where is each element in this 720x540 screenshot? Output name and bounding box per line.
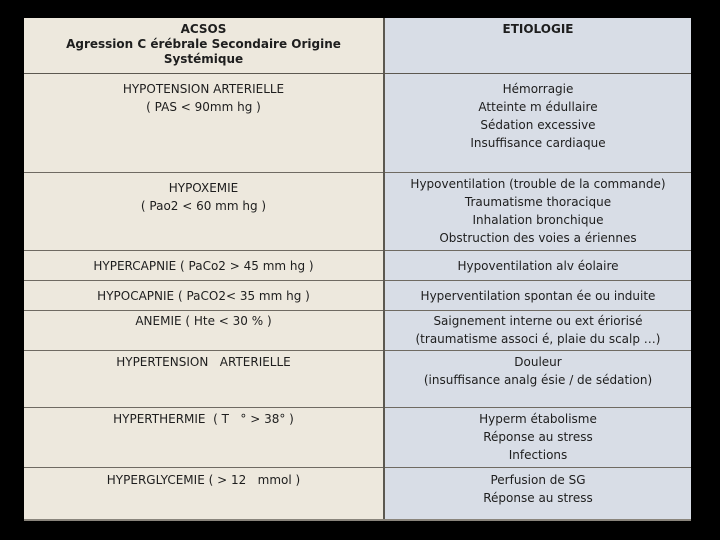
row-right-cell	[384, 250, 691, 280]
table-bottom-border	[24, 519, 691, 521]
row-right-cell	[384, 407, 691, 467]
row-right-line: Sédation excessive	[480, 117, 596, 132]
row-right-cell	[384, 467, 691, 521]
row-right-cell	[384, 310, 691, 350]
row-right-line: Hyperventilation spontan ée ou induite	[420, 288, 656, 303]
row-left-cell	[24, 350, 384, 407]
row-left-cell	[24, 280, 384, 310]
row-left-line: HYPOTENSION ARTERIELLE	[122, 81, 285, 96]
row-right-line: Atteinte m édullaire	[478, 99, 598, 114]
row-left-cell	[24, 467, 384, 521]
acsos-table	[24, 18, 691, 521]
row-left-line: HYPERTHERMIE ( T ° > 38° )	[113, 411, 294, 426]
table-row	[24, 73, 691, 172]
row-right-cell	[384, 73, 691, 172]
table-row	[24, 280, 691, 310]
row-left-cell	[24, 73, 384, 172]
row-left-line: ( Pao2 < 60 mm hg )	[140, 198, 267, 213]
row-right-line: (insuffisance analg ésie / de sédation)	[423, 372, 653, 387]
table-row	[24, 350, 691, 407]
row-right-line: Inhalation bronchique	[472, 212, 604, 227]
row-right-line: Hypoventilation alv éolaire	[457, 258, 619, 273]
header-left-subtitle-2: Systémique	[163, 52, 244, 66]
row-left-line: ( PAS < 90mm hg )	[146, 99, 261, 114]
table-row	[24, 407, 691, 467]
row-left-line: HYPOXEMIE	[168, 180, 239, 195]
row-left-line: HYPERGLYCEMIE ( > 12 mmol )	[106, 472, 301, 487]
header-right-title: ETIOLOGIE	[502, 22, 574, 36]
row-right-line: Obstruction des voies a ériennes	[439, 230, 637, 245]
row-left-cell	[24, 407, 384, 467]
row-left-line: HYPERTENSION ARTERIELLE	[116, 354, 291, 369]
row-right-line: Hypoventilation (trouble de la commande)	[410, 176, 666, 191]
table-row	[24, 172, 691, 250]
header-right-cell	[384, 18, 691, 73]
row-left-line: HYPERCAPNIE ( PaCo2 > 45 mm hg )	[93, 258, 314, 273]
row-right-line: Douleur	[514, 354, 562, 369]
table-row	[24, 310, 691, 350]
header-left-title: ACSOS	[180, 22, 227, 36]
row-right-line: Traumatisme thoracique	[464, 194, 612, 209]
row-right-line: Hyperm étabolisme	[479, 411, 597, 426]
header-row	[24, 18, 691, 73]
header-left-subtitle-1: Agression C érébrale Secondaire Origine	[66, 37, 341, 51]
row-right-line: Hémorragie	[502, 81, 574, 96]
row-left-line: ANEMIE ( Hte < 30 % )	[135, 313, 272, 328]
row-right-cell	[384, 350, 691, 407]
row-right-cell	[384, 280, 691, 310]
table-row	[24, 467, 691, 521]
row-right-line: Saignement interne ou ext ériorisé	[433, 313, 643, 328]
row-right-line: Perfusion de SG	[490, 472, 586, 487]
row-right-line: Réponse au stress	[483, 490, 593, 505]
row-right-line: Infections	[508, 447, 568, 462]
slide	[24, 18, 691, 521]
row-left-cell	[24, 250, 384, 280]
row-right-line: Insuffisance cardiaque	[470, 135, 606, 150]
row-left-cell	[24, 172, 384, 250]
header-left-cell	[24, 18, 384, 73]
row-right-line: Réponse au stress	[483, 429, 593, 444]
row-left-line: HYPOCAPNIE ( PaCO2< 35 mm hg )	[97, 288, 310, 303]
row-right-cell	[384, 172, 691, 250]
table-row	[24, 250, 691, 280]
row-left-cell	[24, 310, 384, 350]
row-right-line: (traumatisme associ é, plaie du scalp …)	[415, 331, 661, 346]
